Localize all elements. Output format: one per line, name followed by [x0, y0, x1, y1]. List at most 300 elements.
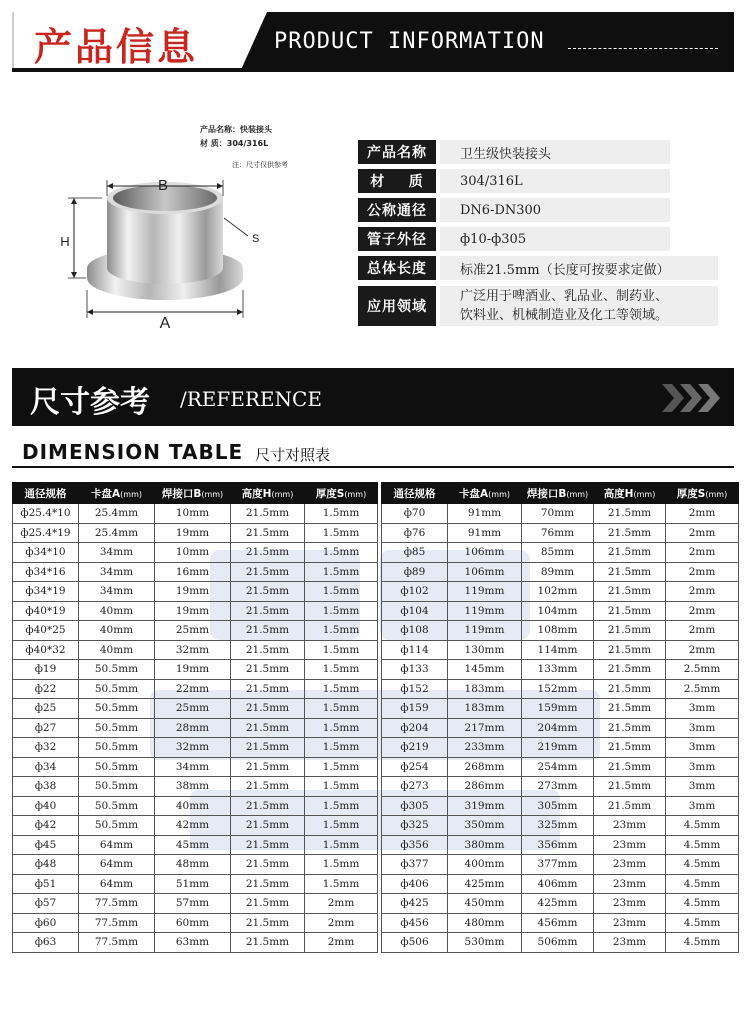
table-cell: ф273 [382, 777, 448, 797]
info-value: 304/316L [440, 169, 670, 193]
table-cell: 10mm [155, 543, 231, 563]
table-cell: ф104 [382, 601, 448, 621]
figure-caption-material: 材 质：304/316L [200, 139, 269, 148]
table-cell: ф89 [382, 562, 448, 582]
info-value-line: 饮料业、机械制造业及化工等领域。 [460, 308, 669, 323]
table-cell: 21.5mm [594, 582, 666, 602]
header-label: 卡盘A [91, 487, 121, 500]
table-cell: ф40*19 [13, 601, 79, 621]
table-cell: ф108 [382, 621, 448, 641]
table-row [13, 796, 378, 816]
table-row [382, 913, 739, 933]
table-cell: ф60 [13, 913, 79, 933]
table-row [382, 816, 739, 836]
table-cell: 57mm [155, 894, 231, 914]
table-cell: 21.5mm [594, 777, 666, 797]
table-cell: 350mm [448, 816, 522, 836]
table-cell: ф159 [382, 699, 448, 719]
table-cell: 21.5mm [231, 796, 305, 816]
table-cell: 1.5mm [305, 816, 378, 836]
table-cell: 32mm [155, 738, 231, 758]
table-cell: 19mm [155, 523, 231, 543]
table-cell: 133mm [522, 660, 594, 680]
header-dashed-line [568, 48, 718, 49]
table-cell: 3mm [666, 699, 739, 719]
header-unit: (mm) [201, 489, 224, 499]
table-cell: ф25 [13, 699, 79, 719]
info-key: 应用领域 [358, 286, 436, 326]
table-cell: 4.5mm [666, 816, 739, 836]
header-unit: (mm) [120, 489, 142, 499]
table-row [382, 777, 739, 797]
table-cell: 50.5mm [79, 757, 155, 777]
header-unit: (mm) [344, 489, 367, 499]
table-header-cell [155, 483, 231, 504]
table-cell: 21.5mm [231, 874, 305, 894]
table-cell: ф42 [13, 816, 79, 836]
table-cell: 25.4mm [79, 504, 155, 524]
table-cell: 21.5mm [231, 679, 305, 699]
table-cell: 1.5mm [305, 601, 378, 621]
table-cell: 21.5mm [231, 757, 305, 777]
table-row [13, 738, 378, 758]
table-cell: ф19 [13, 660, 79, 680]
table-row [13, 855, 378, 875]
table-row [13, 699, 378, 719]
table-cell: 21.5mm [231, 660, 305, 680]
table-cell: 183mm [448, 679, 522, 699]
table-cell: 1.5mm [305, 777, 378, 797]
table-cell: 23mm [594, 894, 666, 914]
table-cell: 21.5mm [231, 504, 305, 524]
table-cell: 40mm [79, 621, 155, 641]
table-cell: 21.5mm [231, 816, 305, 836]
table-row [13, 894, 378, 914]
table-cell: 21.5mm [594, 679, 666, 699]
table-cell: 21.5mm [594, 640, 666, 660]
table-row [13, 523, 378, 543]
label-h: H [60, 234, 70, 249]
table-cell: 217mm [448, 718, 522, 738]
table-row [13, 562, 378, 582]
table-cell: 2mm [666, 504, 739, 524]
table-cell: 2.5mm [666, 679, 739, 699]
table-row [382, 855, 739, 875]
table-cell: 32mm [155, 640, 231, 660]
table-cell: 16mm [155, 562, 231, 582]
table-cell: ф27 [13, 718, 79, 738]
table-cell: 40mm [79, 640, 155, 660]
table-cell: 23mm [594, 874, 666, 894]
table-cell: ф506 [382, 933, 448, 953]
info-value: 标准21.5mm（长度可按要求定做） [440, 256, 718, 280]
table-cell: 1.5mm [305, 543, 378, 563]
table-row [382, 640, 739, 660]
table-cell: 4.5mm [666, 874, 739, 894]
table-cell: 456mm [522, 913, 594, 933]
table-cell: 50.5mm [79, 816, 155, 836]
header-label: 卡盘A [459, 487, 489, 500]
table-cell: ф76 [382, 523, 448, 543]
table-cell: 3mm [666, 796, 739, 816]
table-cell: 64mm [79, 874, 155, 894]
info-key: 公称通径 [358, 198, 436, 222]
table-header-cell [522, 483, 594, 504]
table-cell: ф102 [382, 582, 448, 602]
table-cell: ф114 [382, 640, 448, 660]
table-cell: 23mm [594, 933, 666, 953]
table-row [13, 933, 378, 953]
info-value: 卫生级快装接头 [440, 140, 670, 164]
table-cell: 3mm [666, 738, 739, 758]
table-row [382, 835, 739, 855]
table-cell: 2mm [305, 894, 378, 914]
table-cell: 268mm [448, 757, 522, 777]
table-cell: 10mm [155, 504, 231, 524]
table-cell: 106mm [448, 543, 522, 563]
table-row [382, 504, 739, 524]
table-cell: 21.5mm [231, 835, 305, 855]
header-title-en: PRODUCT INFORMATION [274, 29, 545, 54]
table-row [382, 718, 739, 738]
table-row [382, 660, 739, 680]
table-cell: 3mm [666, 777, 739, 797]
info-row-nominal [358, 198, 670, 222]
table-cell: 21.5mm [594, 660, 666, 680]
figure-caption-name: 产品名称：快装接头 [200, 125, 272, 134]
table-cell: 89mm [522, 562, 594, 582]
table-cell: 108mm [522, 621, 594, 641]
table-cell: 21.5mm [231, 640, 305, 660]
table-cell: ф305 [382, 796, 448, 816]
table-cell: 21.5mm [594, 699, 666, 719]
table-cell: 21.5mm [231, 855, 305, 875]
header-label: 高度H [241, 487, 272, 500]
header-unit: (mm) [488, 489, 510, 499]
info-value-line: 广泛用于啤酒业、乳品业、制药业、 [460, 289, 669, 304]
table-cell: 305mm [522, 796, 594, 816]
table-cell: 25mm [155, 621, 231, 641]
table-row [13, 582, 378, 602]
info-key: 产品名称 [358, 140, 436, 164]
table-cell: 2mm [666, 523, 739, 543]
table-cell: 21.5mm [231, 562, 305, 582]
table-cell: 204mm [522, 718, 594, 738]
table-cell: 21.5mm [594, 757, 666, 777]
table-row [382, 757, 739, 777]
table-cell: 28mm [155, 718, 231, 738]
info-value-multiline [440, 286, 718, 326]
table-cell: 102mm [522, 582, 594, 602]
table-row [13, 640, 378, 660]
table-cell: 21.5mm [231, 543, 305, 563]
table-cell: 76mm [522, 523, 594, 543]
table-cell: 1.5mm [305, 699, 378, 719]
table-cell: 450mm [448, 894, 522, 914]
table-cell: 21.5mm [231, 913, 305, 933]
table-cell: 60mm [155, 913, 231, 933]
table-cell: 480mm [448, 913, 522, 933]
table-cell: 42mm [155, 816, 231, 836]
table-header-cell [13, 483, 79, 504]
table-cell: 21.5mm [231, 738, 305, 758]
table-cell: 1.5mm [305, 796, 378, 816]
table-cell: 48mm [155, 855, 231, 875]
table-cell: ф325 [382, 816, 448, 836]
table-cell: 34mm [79, 543, 155, 563]
table-header-cell [79, 483, 155, 504]
table-cell: 51mm [155, 874, 231, 894]
table-cell: 114mm [522, 640, 594, 660]
table-cell: 50.5mm [79, 738, 155, 758]
table-cell: 23mm [594, 816, 666, 836]
table-cell: 45mm [155, 835, 231, 855]
dimension-title-cn: 尺寸对照表 [255, 446, 331, 464]
table-cell: 1.5mm [305, 504, 378, 524]
table-cell: 25.4mm [79, 523, 155, 543]
table-cell: 254mm [522, 757, 594, 777]
table-cell: ф425 [382, 894, 448, 914]
table-row [13, 601, 378, 621]
table-row [13, 816, 378, 836]
table-cell: 70mm [522, 504, 594, 524]
header-label: 通径规格 [393, 487, 436, 500]
table-cell: ф51 [13, 874, 79, 894]
table-cell: 273mm [522, 777, 594, 797]
table-header-cell [448, 483, 522, 504]
table-cell: 319mm [448, 796, 522, 816]
table-cell: ф70 [382, 504, 448, 524]
info-row-material [358, 169, 670, 193]
table-cell: 21.5mm [231, 621, 305, 641]
table-row [382, 523, 739, 543]
table-cell: 400mm [448, 855, 522, 875]
table-cell: 2.5mm [666, 660, 739, 680]
table-cell: ф34*10 [13, 543, 79, 563]
table-row [382, 582, 739, 602]
table-row [13, 718, 378, 738]
table-cell: 21.5mm [594, 738, 666, 758]
table-cell: ф40*32 [13, 640, 79, 660]
table-cell: 77.5mm [79, 894, 155, 914]
table-cell: 2mm [666, 640, 739, 660]
table-cell: 38mm [155, 777, 231, 797]
table-cell: 145mm [448, 660, 522, 680]
table-cell: 63mm [155, 933, 231, 953]
table-cell: ф254 [382, 757, 448, 777]
table-row [13, 757, 378, 777]
table-cell: 22mm [155, 679, 231, 699]
header-label: 厚度S [315, 487, 345, 500]
table-cell: 152mm [522, 679, 594, 699]
table-cell: 286mm [448, 777, 522, 797]
table-cell: 19mm [155, 582, 231, 602]
table-cell: 21.5mm [594, 523, 666, 543]
dimension-title-en: DIMENSION TABLE [22, 440, 244, 464]
table-cell: 1.5mm [305, 874, 378, 894]
table-cell: 1.5mm [305, 679, 378, 699]
table-cell: 1.5mm [305, 660, 378, 680]
table-cell: 119mm [448, 621, 522, 641]
reference-banner [12, 368, 734, 426]
table-cell: 21.5mm [594, 718, 666, 738]
table-cell: 2mm [305, 913, 378, 933]
info-row-application [358, 286, 718, 326]
table-cell: 380mm [448, 835, 522, 855]
table-cell: ф406 [382, 874, 448, 894]
table-cell: 77.5mm [79, 933, 155, 953]
table-cell: 4.5mm [666, 933, 739, 953]
table-cell: 21.5mm [594, 796, 666, 816]
table-cell: ф22 [13, 679, 79, 699]
table-row [382, 679, 739, 699]
header-unit: (mm) [271, 489, 294, 499]
figure-caption-note: 注：尺寸仅供参考 [232, 161, 288, 169]
table-cell: 119mm [448, 601, 522, 621]
info-key: 管子外径 [358, 227, 436, 251]
reference-title-cn: 尺寸参考 [30, 385, 150, 420]
table-cell: 219mm [522, 738, 594, 758]
table-row [382, 562, 739, 582]
table-row [382, 601, 739, 621]
table-cell: 425mm [522, 894, 594, 914]
table-cell: 356mm [522, 835, 594, 855]
table-cell: 4.5mm [666, 855, 739, 875]
table-cell: ф40 [13, 796, 79, 816]
header-title-cn: 产品信息 [34, 25, 199, 69]
table-cell: 1.5mm [305, 757, 378, 777]
table-cell: 40mm [79, 601, 155, 621]
info-value: DN6-DN300 [440, 198, 670, 222]
table-header-cell [231, 483, 305, 504]
table-cell: ф34 [13, 757, 79, 777]
table-cell: 425mm [448, 874, 522, 894]
table-cell: 1.5mm [305, 562, 378, 582]
table-cell: ф38 [13, 777, 79, 797]
table-cell: 21.5mm [231, 601, 305, 621]
table-cell: 21.5mm [231, 718, 305, 738]
table-row [382, 738, 739, 758]
table-row [13, 835, 378, 855]
table-cell: 91mm [448, 504, 522, 524]
table-cell: ф25.4*10 [13, 504, 79, 524]
table-cell: ф45 [13, 835, 79, 855]
table-cell: 377mm [522, 855, 594, 875]
table-cell: 50.5mm [79, 660, 155, 680]
table-cell: ф48 [13, 855, 79, 875]
table-cell: 34mm [79, 562, 155, 582]
table-header-cell [666, 483, 739, 504]
header-label: 焊接口B [161, 487, 202, 500]
table-cell: 19mm [155, 660, 231, 680]
info-row-name [358, 140, 670, 164]
table-cell: ф34*19 [13, 582, 79, 602]
table-cell: 21.5mm [231, 523, 305, 543]
table-row [382, 621, 739, 641]
table-row [382, 796, 739, 816]
table-cell: 23mm [594, 835, 666, 855]
table-cell: 1.5mm [305, 640, 378, 660]
table-cell: 85mm [522, 543, 594, 563]
header-label: 高度H [603, 487, 634, 500]
table-cell: 2mm [666, 621, 739, 641]
info-value: ф10-ф305 [440, 227, 670, 251]
table-cell: 3mm [666, 718, 739, 738]
table-cell: 159mm [522, 699, 594, 719]
dimension-table-right [381, 482, 739, 953]
table-cell: ф219 [382, 738, 448, 758]
label-b: B [157, 177, 169, 194]
table-header-cell [382, 483, 448, 504]
info-row-outer-diameter [358, 227, 670, 251]
table-cell: 119mm [448, 582, 522, 602]
table-cell: 23mm [594, 855, 666, 875]
table-cell: 21.5mm [594, 543, 666, 563]
dimension-underline [12, 466, 734, 468]
table-cell: 64mm [79, 855, 155, 875]
table-cell: ф32 [13, 738, 79, 758]
header-unit: (mm) [633, 489, 656, 499]
table-cell: ф63 [13, 933, 79, 953]
table-cell: 21.5mm [231, 894, 305, 914]
table-header-cell [305, 483, 378, 504]
table-cell: 183mm [448, 699, 522, 719]
table-cell: 91mm [448, 523, 522, 543]
table-row [382, 894, 739, 914]
table-cell: ф133 [382, 660, 448, 680]
table-cell: ф377 [382, 855, 448, 875]
table-row [382, 699, 739, 719]
table-cell: 1.5mm [305, 718, 378, 738]
table-cell: ф57 [13, 894, 79, 914]
table-header-row [13, 483, 378, 504]
table-cell: 40mm [155, 796, 231, 816]
info-key: 材 质 [358, 169, 436, 193]
label-a: A [159, 315, 171, 332]
table-header-cell [594, 483, 666, 504]
table-cell: 21.5mm [231, 777, 305, 797]
table-row [382, 933, 739, 953]
table-cell: 50.5mm [79, 699, 155, 719]
table-cell: 34mm [155, 757, 231, 777]
table-cell: 233mm [448, 738, 522, 758]
table-cell: 23mm [594, 913, 666, 933]
reference-title-en: /REFERENCE [180, 387, 322, 411]
header-label: 厚度S [676, 487, 706, 500]
table-cell: 1.5mm [305, 738, 378, 758]
table-cell: 50.5mm [79, 777, 155, 797]
table-row [13, 504, 378, 524]
info-row-length [358, 256, 718, 280]
table-cell: 2mm [666, 543, 739, 563]
table-cell: 21.5mm [594, 562, 666, 582]
table-row [13, 679, 378, 699]
header-label: 焊接口B [526, 487, 567, 500]
table-cell: 4.5mm [666, 894, 739, 914]
table-cell: 21.5mm [231, 699, 305, 719]
table-cell: ф25.4*19 [13, 523, 79, 543]
table-row [13, 660, 378, 680]
table-cell: 21.5mm [231, 933, 305, 953]
table-cell: ф40*25 [13, 621, 79, 641]
table-row [13, 543, 378, 563]
table-row [13, 913, 378, 933]
table-cell: 2mm [666, 601, 739, 621]
table-cell: 1.5mm [305, 523, 378, 543]
table-cell: 4.5mm [666, 913, 739, 933]
table-cell: ф85 [382, 543, 448, 563]
table-cell: ф34*16 [13, 562, 79, 582]
